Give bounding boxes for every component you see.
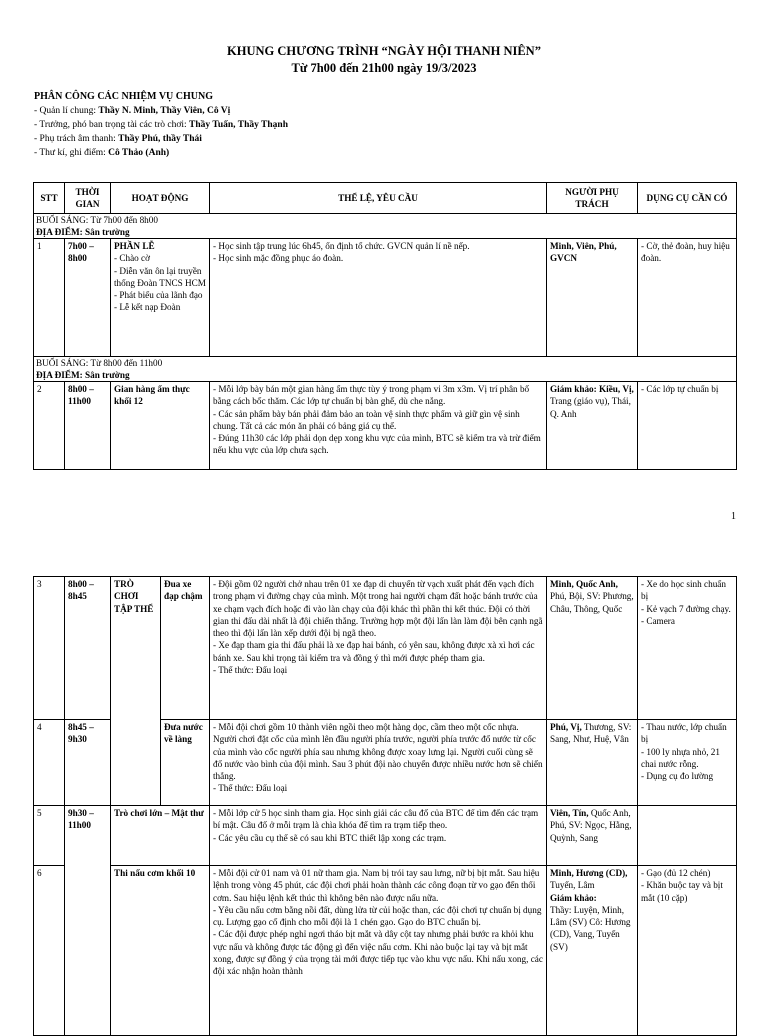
row-stt: 6: [34, 866, 65, 1036]
assignment-line: - Quản lí chung: Thầy N. Minh, Thầy Viên, Cô Vị: [34, 106, 231, 116]
row-activity: Gian hàng ẩm thực khối 12: [111, 382, 210, 470]
row-rules: - Mỗi đội cử 01 nam và 01 nữ tham gia. Nam bị trói tay sau lưng, nữ bị bịt mắt. Sau hiệu lệnh trong vòng 45 phút, các đội chơi phải hoàn thành các công đoạn từ vo gạo đến thổi cơm. Sau hiệu lệnh kết thúc thì không bên nào được nấu nữa. - Yêu cầu nấu cơm bằng nồi đất, dùng lửa từ củi hoặc than, các đội chơi tự chuẩn bị dụng cụ. Lượng gạo cố định cho mỗi đội là 1 chén gạo. Gạo do BTC chuẩn bị. - Các đội được phép nghỉ ngơi tháo bịt mắt và dây cột tay nhưng phải bước ra khỏi khu vực nấu và không được tác động gì đến việc nấu cơm. Khi nào buộc lại tay và bịt mắt xong, được sự đồng ý của trọng tài mới được tiếp tục vào khu vực nấu. Khi nấu xong, các đội xác nhận hoàn thành: [210, 866, 547, 1036]
assignment-line: - Phụ trách âm thanh: Thầy Phú, thầy Thái: [34, 134, 202, 144]
row-rules: - Học sinh tập trung lúc 6h45, ổn định tổ chức. GVCN quản lí nề nếp. - Học sinh mặc đồng phục áo đoàn.: [210, 239, 547, 357]
row-group: TRÒ CHƠI TẬP THỂ: [111, 577, 161, 806]
row-rules: - Mỗi lớp cử 5 học sinh tham gia. Học sinh giải các câu đố của BTC để tìm đến các trạm bí mật. Câu đố ở mỗi trạm là chìa khóa để tìm ra trạm tiếp theo. - Các yêu cầu cụ thể sẽ có sau khi BTC thiết lập xong các trạm.: [210, 806, 547, 866]
row-person: Giám khảo: Kiều, Vị, Trang (giáo vụ), Thái, Q. Anh: [547, 382, 638, 470]
header-activity: HOẠT ĐỘNG: [111, 183, 210, 214]
document-subtitle: Từ 7h00 đến 21h00 ngày 19/3/2023: [291, 61, 477, 75]
program-table-part-2: [33, 576, 737, 1036]
row-person: Viên, Tín, Quốc Anh, Phú, SV: Ngọc, Hằng, Quỳnh, Sang: [547, 806, 638, 866]
row-stt: 5: [34, 806, 65, 866]
assignment-line: - Trưởng, phó ban trọng tài các trò chơi: Thầy Tuấn, Thầy Thạnh: [34, 120, 288, 130]
table-header-row: [34, 183, 737, 214]
header-rules: THỂ LỆ, YÊU CẦU: [210, 183, 547, 214]
row-person: Minh, Hương (CD), Tuyến, Lâm Giám khảo: Thầy: Luyện, Minh, Lâm (SV) Cô: Hương (CD), Vang, Tuyến (SV): [547, 866, 638, 1036]
session-place: ĐỊA ĐIỂM: Sân trường: [36, 227, 130, 237]
document-page-2: [0, 565, 768, 1024]
row-tools: - Các lớp tự chuẩn bị: [638, 382, 737, 470]
row-time: 9h30 – 11h00: [65, 806, 111, 1036]
row-tools: - Xe do học sinh chuẩn bị - Kẻ vạch 7 đường chạy. - Camera: [638, 577, 737, 720]
row-rules: - Đội gồm 02 người chở nhau trên 01 xe đạp di chuyển từ vạch xuất phát đến vạch đích trong phạm vi đường chạy của mình. Một trong hai người chạm đất hoặc bánh trước của xe chạm vạch đích hoặc đi vào làn chạy của đội khác thì phần thi kết thúc. Đội có thời gian thi đấu dài nhất là đội chiến thắng. Trường hợp một đội lấn làn làm đội bên cạnh ngã theo thì đội lấn làn xếp dưới đội bị ngã theo. - Xe đạp tham gia thi đấu phải là xe đạp hai bánh, có yên sau, không được xà xì hơi các bánh xe. Sau khi trọng tài kiểm tra và đồng ý thì mới được phép tham gia. - Thể thức: Đấu loại: [210, 577, 547, 720]
row-stt: 1: [34, 239, 65, 357]
row-rules: - Mỗi đội chơi gồm 10 thành viên ngồi theo một hàng dọc, cầm theo một cốc nhựa. Người chơi đặt cốc của mình lên đầu người phía trước, người phía trước đổ nước từ cốc của mình vào cốc người phía sau nhưng không được xoay lưng lại. Người cuối cùng sẽ đổ nước vào bình của đội mình. Sau 3 phút đội nào chuyển được nhiều nước hơn sẽ chiến thắng. - Thể thức: Đấu loại: [210, 720, 547, 806]
row-activity: PHẦN LỄ - Chào cờ - Diễn văn ôn lại truyền thống Đoàn TNCS HCM - Phát biểu của lãnh đạo - Lễ kết nạp Đoàn: [111, 239, 210, 357]
row-activity: Thi nấu cơm khối 10: [111, 866, 210, 1036]
table-row: [34, 239, 737, 357]
row-person: Phú, Vị, Thương, SV: Sang, Như, Huệ, Vân: [547, 720, 638, 806]
page-gap: [0, 545, 768, 565]
document-title: KHUNG CHƯƠNG TRÌNH “NGÀY HỘI THANH NIÊN”: [227, 44, 541, 58]
row-person: Minh, Quốc Anh, Phú, Bội, SV: Phương, Châu, Thông, Quốc: [547, 577, 638, 720]
row-activity: Trò chơi lớn – Mật thư: [111, 806, 210, 866]
program-table-part-1: [33, 182, 737, 470]
row-tools: - Thau nước, lớp chuẩn bị - 100 ly nhựa nhỏ, 21 chai nước rỗng. - Dụng cụ đo lường: [638, 720, 737, 806]
session-label: BUỔI SÁNG: Từ 8h00 đến 11h00: [36, 358, 163, 368]
row-stt: 2: [34, 382, 65, 470]
header-time: THỜI GIAN: [65, 183, 111, 214]
row-time: 8h45 – 9h30: [65, 720, 111, 806]
row-tools: [638, 806, 737, 866]
row-time: 7h00 – 8h00: [65, 239, 111, 357]
row-time: 8h00 – 8h45: [65, 577, 111, 720]
row-person: Minh, Viên, Phú, GVCN: [547, 239, 638, 357]
page-number: 1: [731, 511, 736, 522]
row-activity: Đưa nước về làng: [161, 720, 210, 806]
row-time: 8h00 – 11h00: [65, 382, 111, 470]
row-stt: 4: [34, 720, 65, 806]
row-activity: Đua xe đạp chậm: [161, 577, 210, 720]
header-person: NGƯỜI PHỤ TRÁCH: [547, 183, 638, 214]
row-stt: 3: [34, 577, 65, 720]
row-tools: - Cờ, thẻ đoàn, huy hiệu đoàn.: [638, 239, 737, 357]
row-tools: - Gạo (đủ 12 chén) - Khăn buộc tay và bịt mắt (10 cặp): [638, 866, 737, 1036]
table-row: [34, 866, 737, 1036]
header-stt: STT: [34, 183, 65, 214]
table-row: [34, 806, 737, 866]
session-label: BUỔI SÁNG: Từ 7h00 đến 8h00: [36, 215, 158, 225]
session-row: [34, 357, 737, 382]
session-row: [34, 214, 737, 239]
row-rules: - Mỗi lớp bày bán một gian hàng ẩm thực tùy ý trong phạm vi 3m x3m. Vị trí phân bố bằng cách bốc thăm. Các lớp tự chuẩn bị bàn ghế, dù che nắng. - Các sản phẩm bày bán phải đảm bảo an toàn vệ sinh thực phẩm và giữ gìn vệ sinh chung. Tất cả các món ăn phải có bảng giá cụ thể. - Đúng 11h30 các lớp phải dọn dẹp xong khu vực của mình, BTC sẽ kiểm tra và trừ điểm nếu khu vực của lớp chưa sạch.: [210, 382, 547, 470]
assignment-line: - Thư kí, ghi điểm: Cô Thảo (Anh): [34, 148, 170, 158]
header-tools: DỤNG CỤ CẦN CÓ: [638, 183, 737, 214]
assignments-heading: PHÂN CÔNG CÁC NHIỆM VỤ CHUNG: [34, 91, 213, 102]
table-row: [34, 382, 737, 470]
table-row: [34, 577, 737, 720]
session-place: ĐỊA ĐIỂM: Sân trường: [36, 370, 130, 380]
